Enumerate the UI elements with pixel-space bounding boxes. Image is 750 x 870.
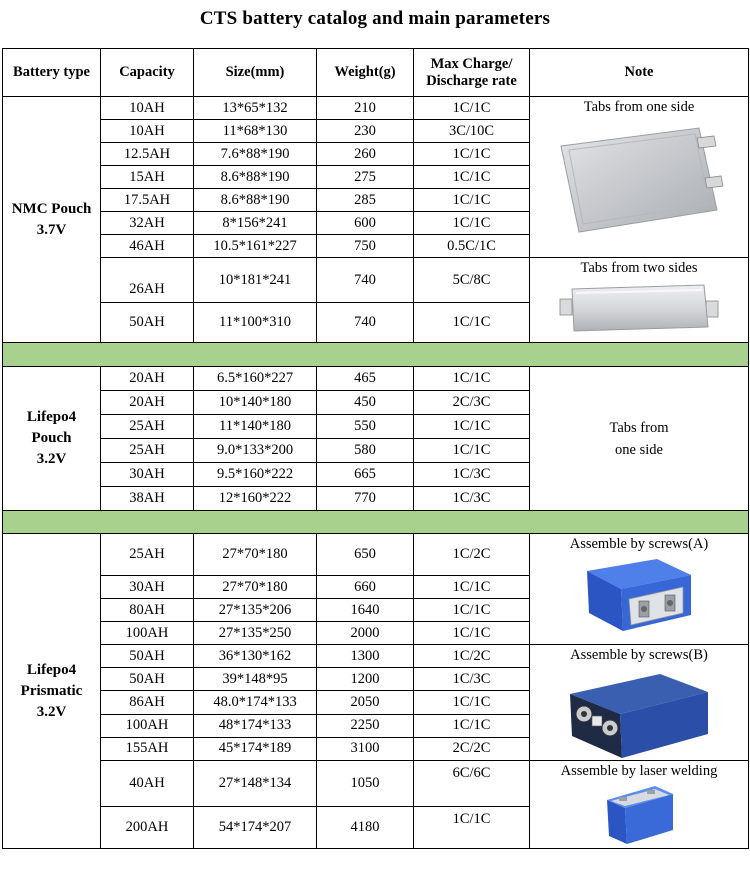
cell-capacity: 40AH	[101, 761, 194, 807]
note-label: Assemble by laser welding	[560, 763, 718, 779]
cell-capacity: 12.5AH	[101, 143, 194, 166]
cell-rate: 6C/6C	[414, 761, 530, 807]
prismatic-cell-b-icon	[564, 668, 714, 760]
group-lifepo4-pouch	[3, 367, 101, 511]
group-label-line3: 3.2V	[36, 703, 67, 720]
cell-rate: 1C/1C	[414, 622, 530, 645]
cell-weight: 750	[317, 235, 414, 258]
group-label-line1: Lifepo4	[26, 409, 77, 425]
cell-weight: 580	[317, 439, 414, 463]
cell-size: 39*148*95	[194, 668, 317, 691]
cell-capacity: 32AH	[101, 212, 194, 235]
cell-rate: 1C/1C	[414, 212, 530, 235]
cell-capacity: 86AH	[101, 691, 194, 714]
cell-size: 48.0*174*133	[194, 691, 317, 714]
cell-capacity: 15AH	[101, 166, 194, 189]
note-nmc-two-sides	[530, 258, 749, 343]
table-row	[3, 367, 749, 391]
cell-capacity: 10AH	[101, 97, 194, 120]
prismatic-cell-laser-icon	[599, 784, 679, 846]
cell-capacity: 155AH	[101, 737, 194, 760]
header-rate	[414, 49, 530, 97]
group-nmc-pouch	[3, 97, 101, 343]
separator-band	[3, 343, 749, 367]
cell-rate: 1C/1C	[414, 189, 530, 212]
separator-row	[3, 343, 749, 367]
note-label: Tabs from two sides	[580, 260, 698, 276]
cell-capacity: 100AH	[101, 622, 194, 645]
cell-weight: 740	[317, 258, 414, 303]
cell-rate: 1C/1C	[414, 714, 530, 737]
group-lifepo4-prismatic	[3, 534, 101, 849]
cell-rate: 1C/1C	[414, 97, 530, 120]
cell-capacity: 20AH	[101, 367, 194, 391]
header-row	[3, 49, 749, 97]
cell-capacity: 30AH	[101, 576, 194, 599]
cell-weight: 210	[317, 97, 414, 120]
group-label-line2: 3.7V	[36, 221, 67, 238]
cell-size: 9.5*160*222	[194, 463, 317, 487]
table-row	[3, 645, 749, 668]
cell-size: 10.5*161*227	[194, 235, 317, 258]
cell-weight: 740	[317, 303, 414, 343]
cell-capacity: 46AH	[101, 235, 194, 258]
cell-size: 10*181*241	[194, 258, 317, 303]
cell-rate: 2C/2C	[414, 737, 530, 760]
note-label: Tabs from one side	[583, 99, 695, 115]
note-label-line1: Tabs from	[609, 419, 669, 436]
cell-weight: 650	[317, 534, 414, 576]
cell-capacity: 25AH	[101, 534, 194, 576]
header-rate-line1: Max Charge/	[430, 55, 513, 72]
separator-band	[3, 511, 749, 534]
note-laser-welding	[530, 761, 749, 849]
cell-rate: 0.5C/1C	[414, 235, 530, 258]
cell-size: 36*130*162	[194, 645, 317, 668]
cell-size: 7.6*88*190	[194, 143, 317, 166]
cell-capacity: 200AH	[101, 807, 194, 849]
cell-size: 12*160*222	[194, 487, 317, 511]
table-row	[3, 258, 749, 303]
table-row	[3, 97, 749, 120]
cell-weight: 1050	[317, 761, 414, 807]
cell-capacity: 50AH	[101, 303, 194, 343]
note-label: Assemble by screws(A)	[569, 536, 709, 552]
cell-weight: 600	[317, 212, 414, 235]
header-rate-line2: Discharge rate	[426, 72, 517, 89]
cell-capacity: 100AH	[101, 714, 194, 737]
cell-weight: 4180	[317, 807, 414, 849]
cell-rate: 1C/1C	[414, 439, 530, 463]
header-weight: Weight(g)	[317, 49, 414, 97]
cell-weight: 2250	[317, 714, 414, 737]
cell-capacity: 17.5AH	[101, 189, 194, 212]
cell-size: 11*140*180	[194, 415, 317, 439]
table-row	[3, 761, 749, 807]
cell-rate: 1C/1C	[414, 367, 530, 391]
cell-weight: 465	[317, 367, 414, 391]
header-note: Note	[530, 49, 749, 97]
cell-capacity: 26AH	[101, 258, 194, 303]
pouch-cell-two-tab-icon	[554, 281, 724, 335]
cell-weight: 1640	[317, 599, 414, 622]
cell-rate: 1C/1C	[414, 576, 530, 599]
cell-rate: 1C/3C	[414, 487, 530, 511]
cell-weight: 660	[317, 576, 414, 599]
group-label-line2: Prismatic	[20, 682, 83, 699]
cell-weight: 1200	[317, 668, 414, 691]
note-screws-b	[530, 645, 749, 761]
group-label-line2: Pouch	[31, 430, 72, 446]
group-label-line1: Lifepo4	[26, 661, 77, 678]
group-label-line1: NMC Pouch	[11, 200, 92, 217]
table-row	[3, 534, 749, 576]
cell-size: 45*174*189	[194, 737, 317, 760]
header-size: Size(mm)	[194, 49, 317, 97]
cell-capacity: 38AH	[101, 487, 194, 511]
cell-weight: 550	[317, 415, 414, 439]
cell-capacity: 25AH	[101, 439, 194, 463]
note-label: Assemble by screws(B)	[570, 647, 708, 663]
cell-size: 8.6*88*190	[194, 166, 317, 189]
cell-size: 11*68*130	[194, 120, 317, 143]
cell-size: 13*65*132	[194, 97, 317, 120]
note-label-line2: one side	[615, 441, 663, 458]
note-nmc-one-side	[530, 97, 749, 258]
cell-size: 27*135*250	[194, 622, 317, 645]
note-lifepo4-pouch	[530, 367, 749, 511]
cell-rate: 5C/8C	[414, 258, 530, 303]
cell-rate: 1C/1C	[414, 303, 530, 343]
cell-rate: 1C/1C	[414, 143, 530, 166]
cell-rate: 1C/1C	[414, 807, 530, 849]
cell-weight: 450	[317, 391, 414, 415]
cell-rate: 1C/1C	[414, 415, 530, 439]
cell-size: 8.6*88*190	[194, 189, 317, 212]
cell-rate: 3C/10C	[414, 120, 530, 143]
cell-capacity: 20AH	[101, 391, 194, 415]
cell-rate: 1C/1C	[414, 166, 530, 189]
cell-size: 27*135*206	[194, 599, 317, 622]
cell-size: 8*156*241	[194, 212, 317, 235]
cell-capacity: 10AH	[101, 120, 194, 143]
cell-rate: 1C/3C	[414, 668, 530, 691]
cell-size: 9.0*133*200	[194, 439, 317, 463]
header-battery-type: Battery type	[3, 49, 101, 97]
prismatic-cell-a-icon	[579, 557, 699, 635]
cell-weight: 770	[317, 487, 414, 511]
cell-weight: 1300	[317, 645, 414, 668]
battery-table	[2, 48, 749, 849]
pouch-cell-icon	[549, 120, 729, 240]
cell-weight: 230	[317, 120, 414, 143]
cell-capacity: 25AH	[101, 415, 194, 439]
cell-size: 27*148*134	[194, 761, 317, 807]
cell-rate: 1C/2C	[414, 534, 530, 576]
cell-rate: 2C/3C	[414, 391, 530, 415]
cell-size: 54*174*207	[194, 807, 317, 849]
cell-size: 10*140*180	[194, 391, 317, 415]
cell-size: 27*70*180	[194, 576, 317, 599]
cell-rate: 1C/2C	[414, 645, 530, 668]
cell-weight: 665	[317, 463, 414, 487]
cell-weight: 2000	[317, 622, 414, 645]
cell-size: 48*174*133	[194, 714, 317, 737]
cell-rate: 1C/1C	[414, 599, 530, 622]
cell-capacity: 50AH	[101, 645, 194, 668]
cell-capacity: 80AH	[101, 599, 194, 622]
cell-size: 6.5*160*227	[194, 367, 317, 391]
note-screws-a	[530, 534, 749, 645]
group-label-line3: 3.2V	[36, 451, 67, 467]
cell-weight: 285	[317, 189, 414, 212]
header-capacity: Capacity	[101, 49, 194, 97]
cell-capacity: 30AH	[101, 463, 194, 487]
cell-capacity: 50AH	[101, 668, 194, 691]
cell-size: 11*100*310	[194, 303, 317, 343]
separator-row	[3, 511, 749, 534]
cell-weight: 3100	[317, 737, 414, 760]
cell-rate: 1C/3C	[414, 463, 530, 487]
cell-weight: 2050	[317, 691, 414, 714]
page-title: CTS battery catalog and main parameters	[199, 8, 551, 29]
cell-size: 27*70*180	[194, 534, 317, 576]
cell-rate: 1C/1C	[414, 691, 530, 714]
cell-weight: 275	[317, 166, 414, 189]
cell-weight: 260	[317, 143, 414, 166]
